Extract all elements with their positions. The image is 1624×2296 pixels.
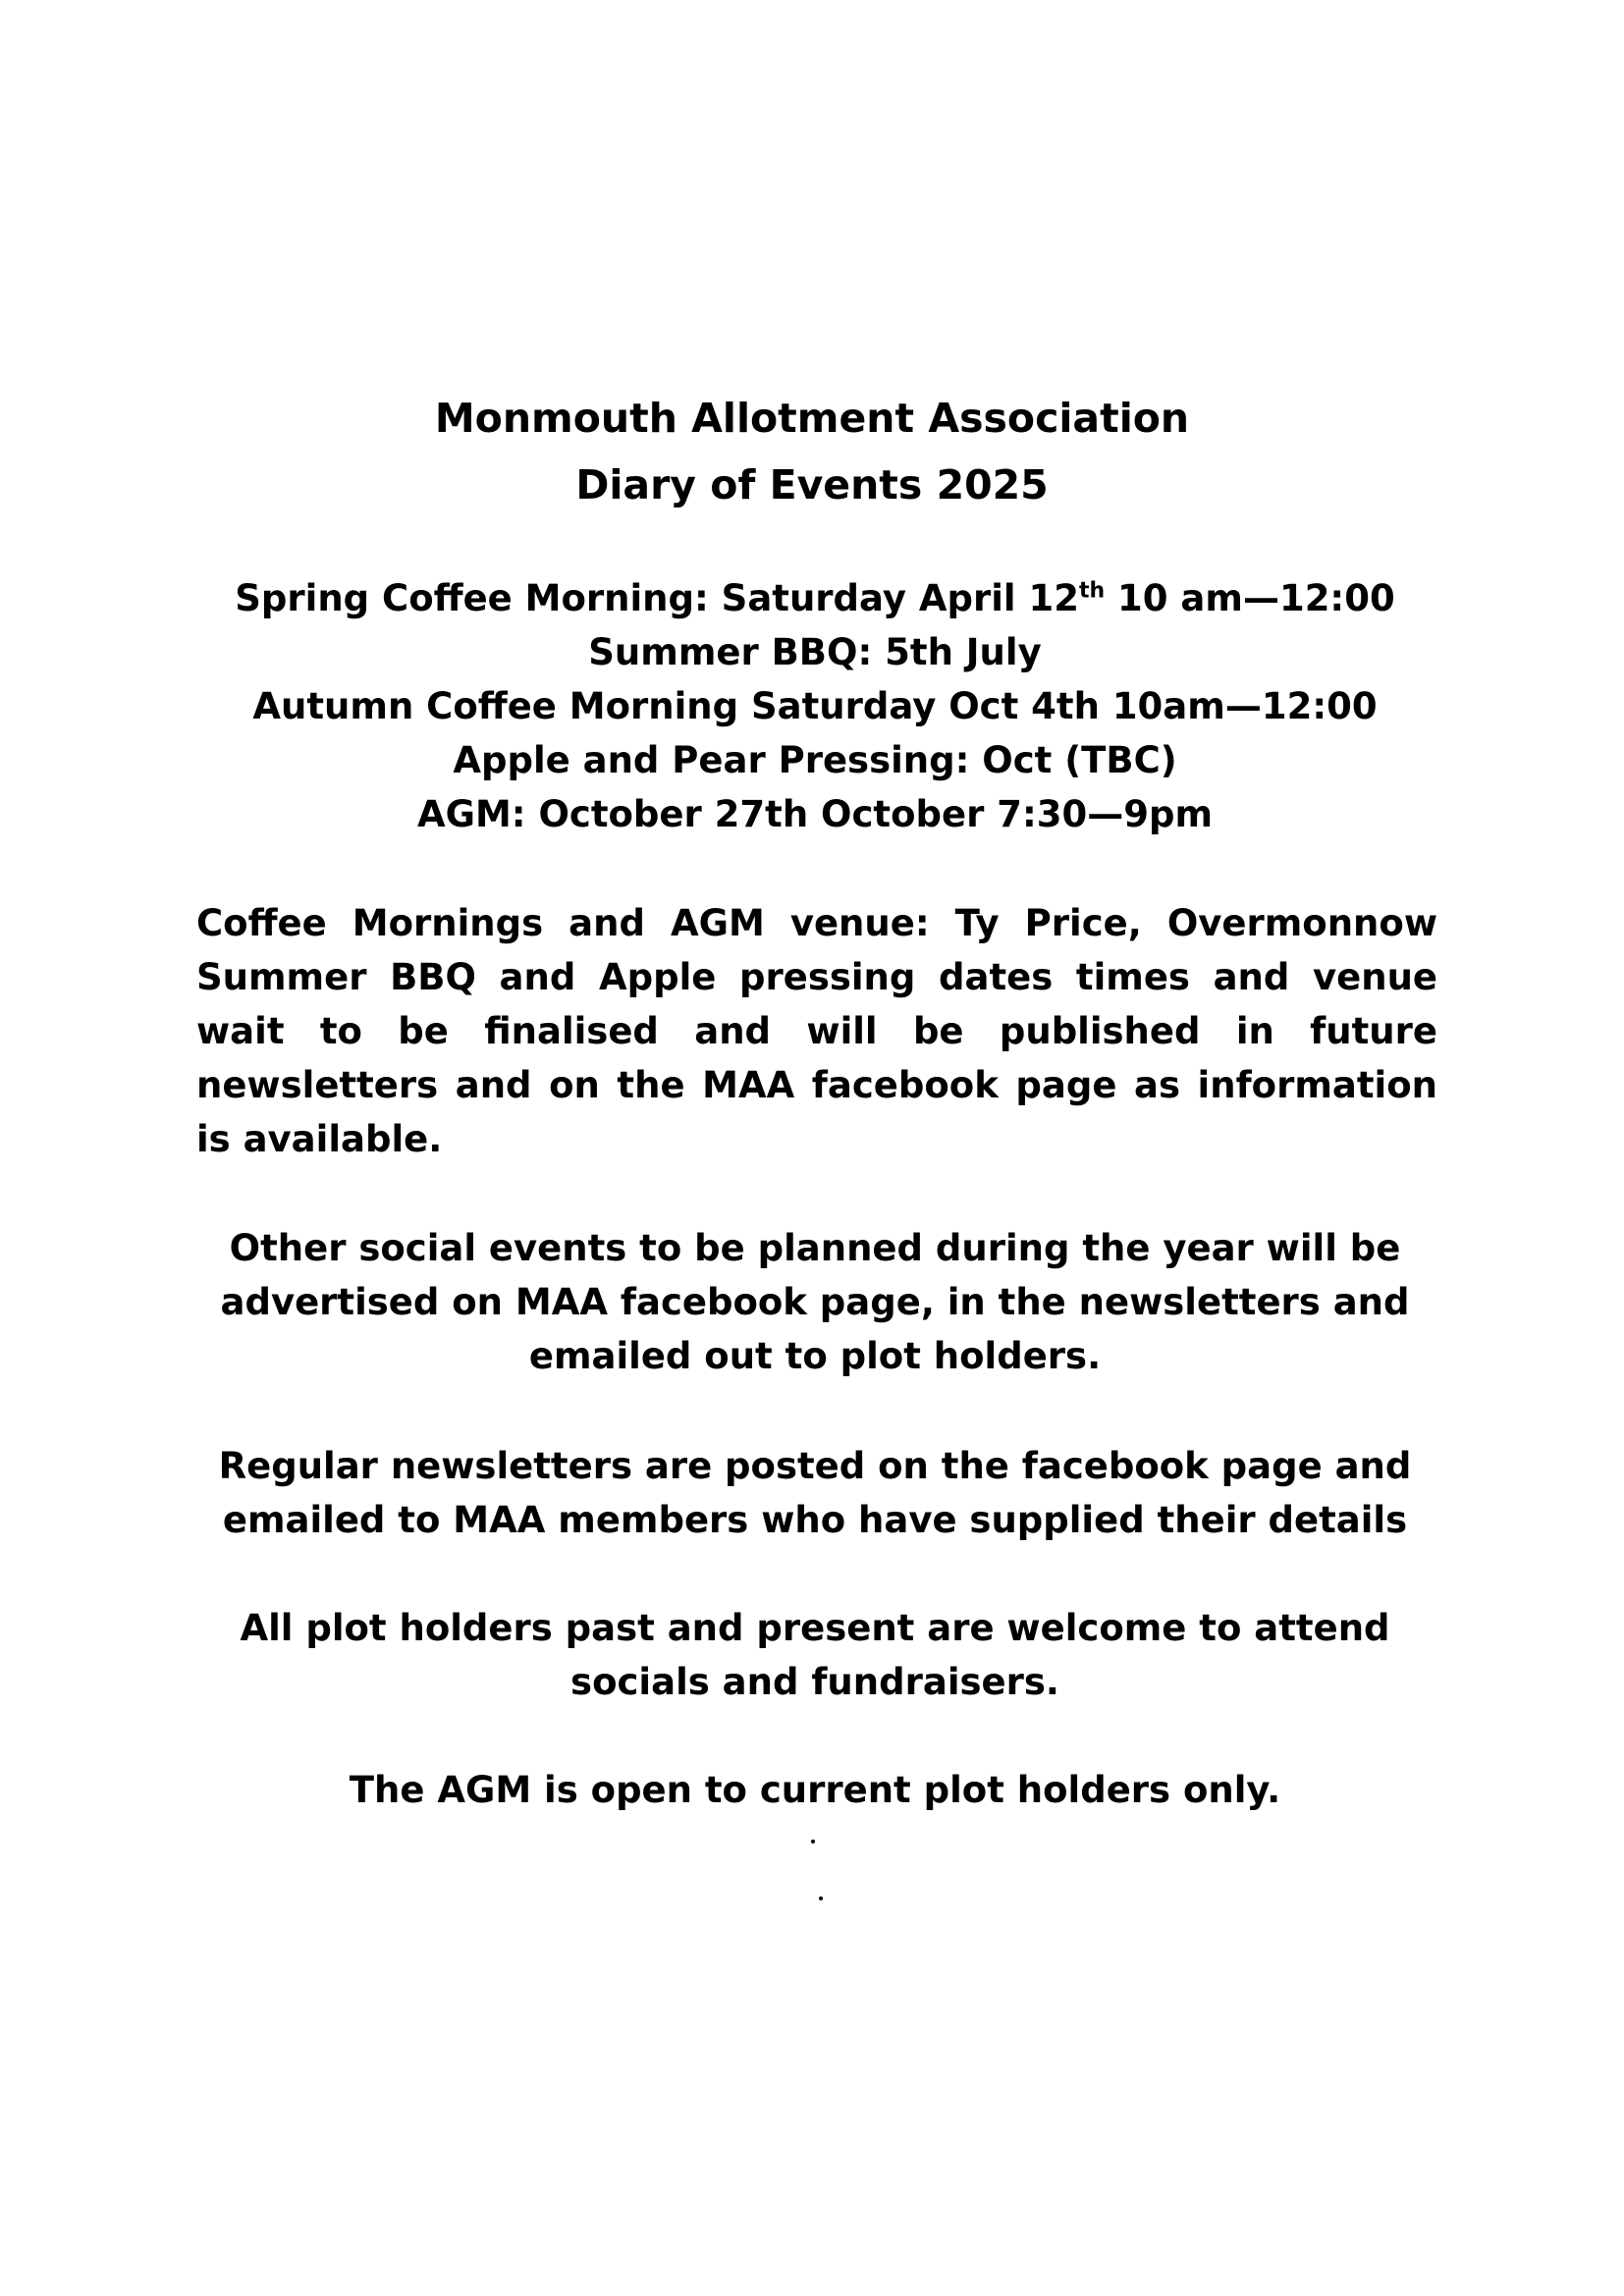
stray-dot-mark [819, 1896, 823, 1900]
event-agm: AGM: October 27th October 7:30—9pm [416, 793, 1214, 835]
event-spring-time: 10 am—12:00 [1105, 577, 1395, 619]
welcome-paragraph [177, 1601, 1453, 1709]
event-spring-coffee-morning [177, 571, 1453, 625]
agm-note-paragraph [177, 1763, 1453, 1817]
event-spring-ordinal: th [1078, 578, 1106, 604]
welcome-line: socials and fundraisers. [570, 1661, 1059, 1703]
agm-note-line: The AGM is open to current plot holders only. [349, 1769, 1281, 1811]
event-apple-pressing: Apple and Pear Pressing: Oct (TBC) [453, 739, 1177, 781]
event-summer-bbq: Summer BBQ: 5th July [588, 631, 1042, 673]
newsletters-line: Regular newsletters are posted on the facebook page and [218, 1445, 1412, 1487]
welcome-line: All plot holders past and present are welcome to attend [240, 1607, 1390, 1649]
title-diary-heading: Diary of Events 2025 [575, 461, 1049, 508]
social-line: Other social events to be planned during the year will be [229, 1227, 1401, 1269]
newsletters-paragraph [177, 1439, 1453, 1547]
social-line: emailed out to plot holders. [528, 1335, 1102, 1377]
events-list [177, 571, 1453, 841]
newsletters-line: emailed to MAA members who have supplied their details [222, 1499, 1408, 1541]
document-title [0, 385, 1624, 518]
social-events-paragraph [177, 1221, 1453, 1383]
event-spring-text: Spring Coffee Morning: Saturday April 12 [235, 577, 1079, 619]
title-association-name: Monmouth Allotment Association [434, 395, 1190, 442]
venue-paragraph: Coffee Mornings and AGM venue: Ty Price, Overmonnow Summer BBQ and Apple pressing dates times and venue wait to be finalised and will be published in future newsletters and on the MAA facebook page as information is available. [196, 902, 1437, 1160]
event-autumn-coffee-morning: Autumn Coffee Morning Saturday Oct 4th 10am—12:00 [252, 685, 1378, 727]
stray-dot-mark [811, 1840, 815, 1843]
social-line: advertised on MAA facebook page, in the newsletters and [220, 1281, 1410, 1323]
